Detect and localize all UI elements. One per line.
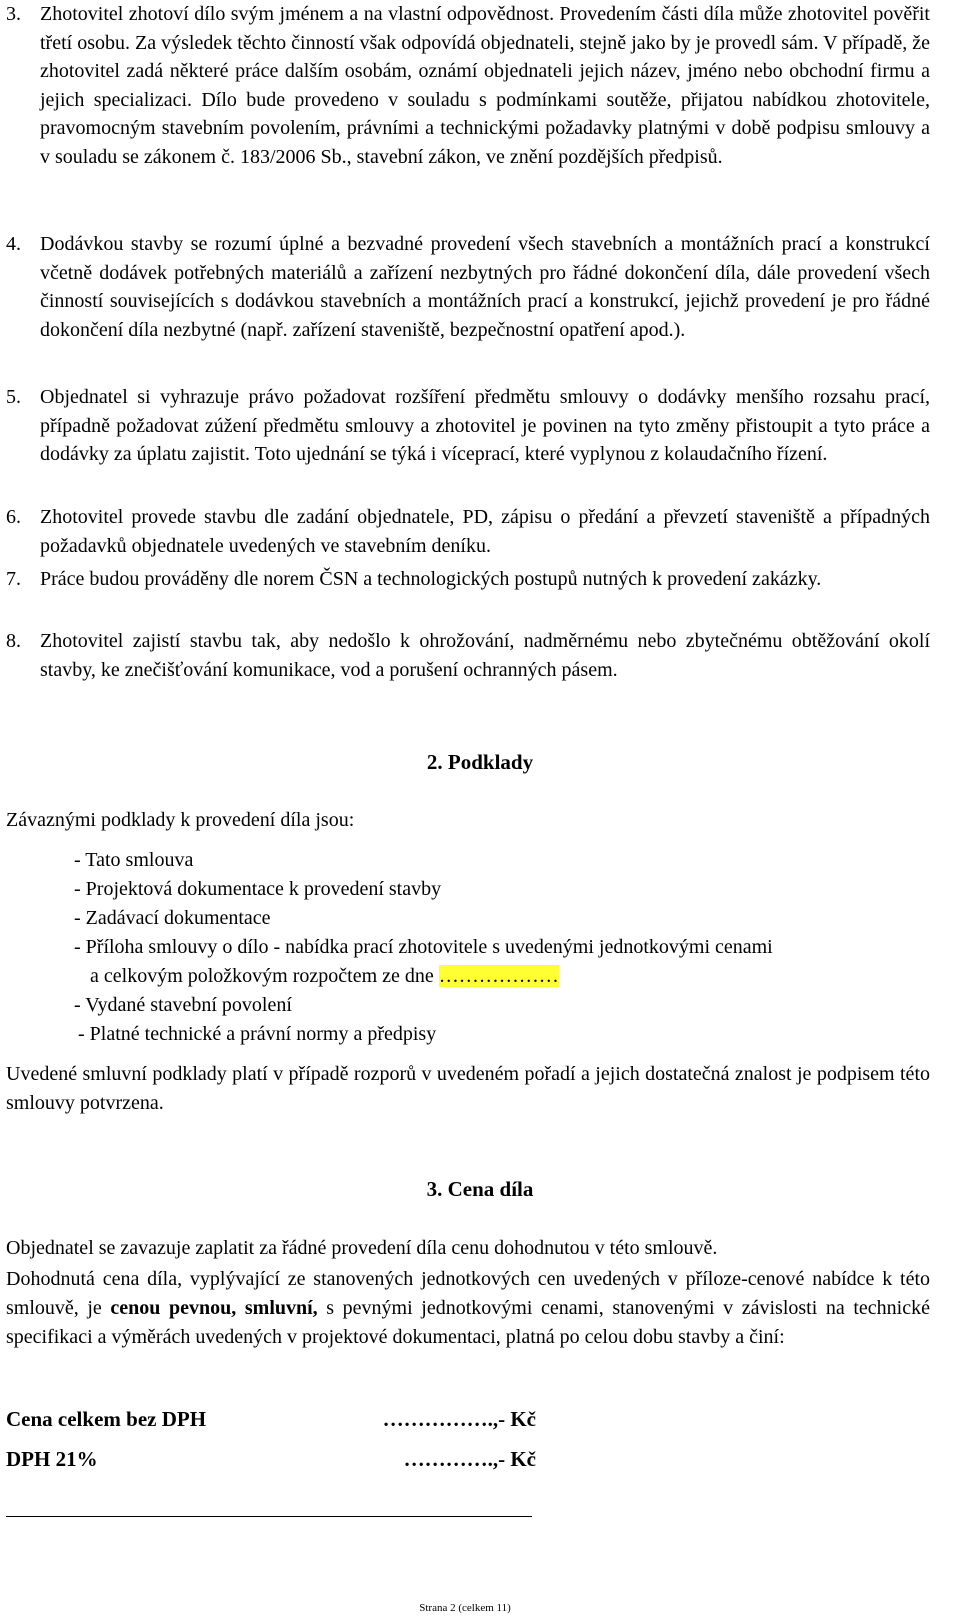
list-item [6,503,930,560]
price-label: DPH 21% [6,1447,98,1471]
item-text: Dodávkou stavby se rozumí úplné a bezvadné provedení všech stavebních a montážních prací a konstrukcí včetně dodávek potřebných materiálů a zařízení nezbytných pro řádné dokončení díla, dále provedení všech činností souvisejících s dodávkou stavebních a montážních prací a konstrukcí, jejichž provedení je pro řádné dokončení díla nezbytné (např. zařízení staveniště, bezpečnostní opatření apod.). [40,233,930,341]
price-value: ………….,- Kč [403,1447,536,1471]
horizontal-rule [6,1516,532,1517]
basis-list-item: - Vydané stavební povolení [74,994,292,1016]
basis-list-item: - Projektová dokumentace k provedení stavby [74,878,442,900]
item-text: Zhotovitel zhotoví dílo svým jménem a na vlastní odpovědnost. Provedením části díla může zhotovitel pověřit třetí osobu. Za výsledek těchto činností však odpovídá objednateli, stejně jako by je provedl sám. V případě, že zhotovitel zadá některé práce dalším osobám, oznámí objednateli jejich název, jméno nebo obchodní firmu a jejich specializaci. Dílo bude provedeno v souladu s podmínkami soutěže, přijatou nabídkou zhotovitele, pravomocným stavebním povolením, právními a technickými požadavky platnými v době podpisu smlouvy a v souladu se zákonem č. 183/2006 Sb., stavební zákon, ve znění pozdějších předpisů. [40,3,930,168]
price-text-bold: cenou pevnou, smluvní, [110,1297,318,1319]
section-heading: 3. Cena díla [426,1177,534,1201]
price-value: …………….,- Kč [382,1407,536,1431]
price-label: Cena celkem bez DPH [6,1407,207,1431]
item-number: 5. [6,386,21,408]
item-text: Zhotovitel zajistí stavbu tak, aby nedošlo k ohrožování, nadměrnému nebo zbytečnému obtěžování okolí stavby, ke znečišťování komunikace, vod a porušení ochranných pásem. [40,630,930,681]
basis-list-item: - Tato smlouva [74,849,194,871]
basis-list-item: - Platné technické a právní normy a předpisy [78,1023,437,1045]
price-text-a: Dohodnutá cena díla, vyplývající ze stanovených jednotkových cen uvedených v příloze-cenové nabídce k této smlouvě, je [6,1268,930,1319]
date-blank-field: ……………… [438,965,559,987]
item-number: 8. [6,630,21,652]
item-text: Zhotovitel provede stavbu dle zadání objednatele, PD, zápisu o předání a převzetí staveniště a případných požadavků objednatele uvedených ve stavebním deníku. [40,506,930,557]
basis-list-item-continuation [74,962,934,991]
basis-list [74,846,934,1049]
price-text-b: s pevnými jednotkovými cenami, stanovenými v závislosti na technické specifikaci a výměrách uvedených v projektové dokumentaci, platná po celou dobu stavby a činí: [6,1297,930,1348]
item-text: Objednatel si vyhrazuje právo požadovat rozšíření předmětu smlouvy o dodávky menšího rozsahu prací, případně požadovat zúžení předmětu smlouvy a zhotovitel je povinen na tyto změny přistoupit a tyto práce a dodávky za úplatu zajistit. Toto ujednání se týká i víceprací, které vyplynou z kolaudačního řízení. [40,386,930,466]
basis-list-item: - Zadávací dokumentace [74,907,271,929]
price-paragraph-1: Objednatel se zavazuje zaplatit za řádné provedení díla cenu dohodnutou v této smlouvě. [6,1237,718,1259]
section-closing: Uvedené smluvní podklady platí v případě rozporů v uvedeném pořadí a jejich dostatečná znalost je podpisem této smlouvy potvrzena. [6,1063,930,1114]
basis-list-item: - Příloha smlouvy o dílo - nabídka prací zhotovitele s uvedenými jednotkovými cenami [74,936,773,958]
list-item [6,383,930,469]
item-number: 7. [6,568,21,590]
list-item [6,230,930,344]
price-paragraph-2 [6,1265,930,1352]
list-item [6,565,930,594]
list-item [6,0,930,172]
item-number: 6. [6,506,21,528]
item-number: 4. [6,233,21,255]
section-intro: Závaznými podklady k provedení díla jsou: [6,809,355,831]
list-item [6,627,930,684]
section-heading: 2. Podklady [426,750,534,774]
continuation-text: a celkovým položkovým rozpočtem ze dne [90,965,434,987]
item-number: 3. [6,3,21,25]
page-footer: Strana 2 (celkem 11) [419,1602,511,1614]
item-text: Práce budou prováděny dle norem ČSN a technologických postupů nutných k provedení zakázky. [40,568,822,590]
